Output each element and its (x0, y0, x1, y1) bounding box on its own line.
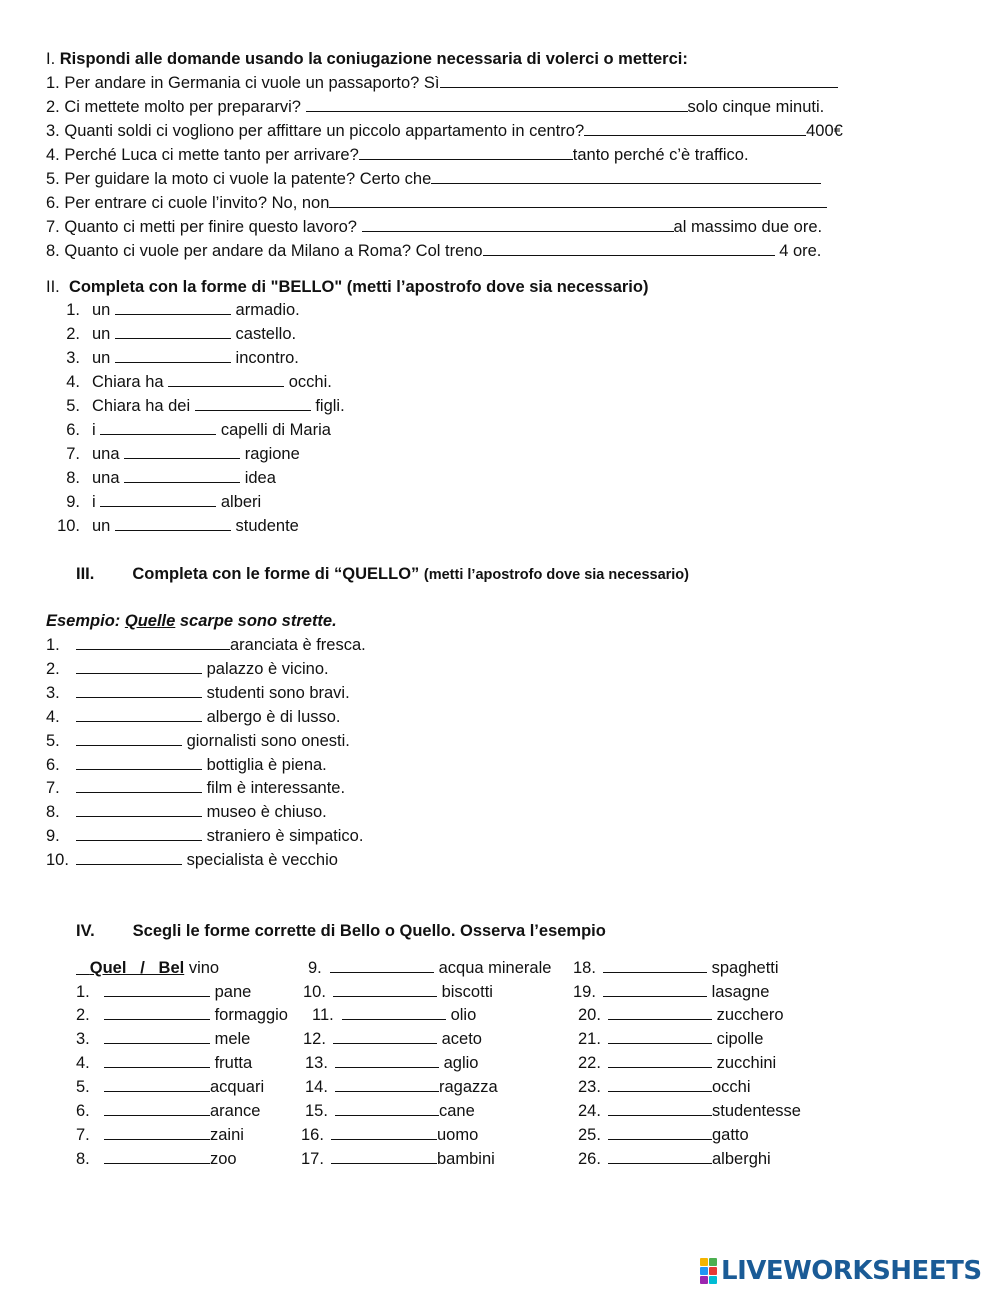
s4-item-2: 2. formaggio (76, 1006, 288, 1024)
s1-item-5: 5. Per guidare la moto ci vuole la patente? Certo che (46, 168, 821, 190)
s2-item-8: 8. una idea (66, 469, 276, 487)
s1-item-8: 8. Quanto ci vuole per andare da Milano a Roma? Col treno 4 ore. (46, 242, 822, 260)
answer-blank[interactable] (608, 1076, 712, 1092)
answer-blank[interactable] (342, 1004, 446, 1020)
s4-item-12: 12. aceto (303, 1030, 482, 1048)
s4-item-25: 25. gatto (578, 1126, 749, 1144)
answer-blank[interactable] (603, 957, 707, 973)
s4-item-14: 14. ragazza (305, 1078, 498, 1096)
s4-item-20: 20. zucchero (578, 1006, 784, 1024)
answer-blank[interactable] (335, 1052, 439, 1068)
s4-item-19: 19. lasagne (573, 983, 770, 1001)
s4-item-7: 7. zaini (76, 1126, 244, 1144)
answer-blank[interactable] (76, 825, 202, 841)
answer-blank[interactable] (76, 730, 182, 746)
answer-blank[interactable] (306, 96, 688, 112)
s4-item-16: 16. uomo (301, 1126, 479, 1144)
answer-blank[interactable] (362, 216, 674, 232)
answer-blank[interactable] (76, 634, 230, 650)
answer-blank[interactable] (104, 1100, 210, 1116)
s2-item-10: 10. un studente (57, 517, 299, 535)
s1-item-6: 6. Per entrare ci cuole l’invito? No, non (46, 192, 827, 214)
s4-item-17: 17. bambini (301, 1150, 495, 1168)
logo-square (709, 1267, 717, 1275)
s1-item-7: 7. Quanto ci metti per finire questo lavoro? al massimo due ore. (46, 218, 823, 236)
section3-example: Esempio: Quelle scarpe sono strette. (46, 612, 337, 630)
logo-square (700, 1276, 708, 1284)
answer-blank[interactable] (104, 1052, 210, 1068)
s4-item-23: 23. occhi (578, 1078, 751, 1096)
answer-blank[interactable] (76, 801, 202, 817)
answer-blank[interactable] (124, 467, 240, 483)
answer-blank[interactable] (76, 754, 202, 770)
answer-blank[interactable] (76, 682, 202, 698)
s3-item-5: 5. giornalisti sono onesti. (46, 732, 350, 750)
answer-blank[interactable] (483, 240, 775, 256)
answer-blank[interactable] (331, 1124, 437, 1140)
answer-blank[interactable] (333, 1028, 437, 1044)
s4-item-18: 18. spaghetti (573, 959, 779, 977)
answer-blank[interactable] (335, 1100, 439, 1116)
answer-blank[interactable] (608, 1124, 712, 1140)
answer-blank[interactable] (104, 1004, 210, 1020)
answer-blank[interactable] (608, 1100, 712, 1116)
answer-blank[interactable] (330, 957, 434, 973)
answer-blank[interactable] (333, 981, 437, 997)
s2-item-6: 6. i capelli di Maria (66, 421, 331, 439)
s3-item-10: 10. specialista è vecchio (46, 851, 338, 869)
answer-blank[interactable] (100, 419, 216, 435)
answer-blank[interactable] (329, 192, 827, 208)
s4-item-21: 21. cipolle (578, 1030, 764, 1048)
s3-item-2: 2. palazzo è vicino. (46, 660, 329, 678)
s4-item-26: 26. alberghi (578, 1150, 771, 1168)
s2-item-9: 9. i alberi (66, 493, 262, 511)
answer-blank[interactable] (608, 1148, 712, 1164)
s3-item-7: 7. film è interessante. (46, 779, 346, 797)
s1-item-1: 1. Per andare in Germania ci vuole un passaporto? Sì (46, 72, 838, 94)
answer-blank[interactable] (608, 1028, 712, 1044)
answer-blank[interactable] (115, 347, 231, 363)
answer-blank[interactable] (76, 777, 202, 793)
s4-item-22: 22. zucchini (578, 1054, 777, 1072)
s4-item-24: 24. studentesse (578, 1102, 801, 1120)
s3-item-9: 9. straniero è simpatico. (46, 827, 364, 845)
answer-blank[interactable] (608, 1052, 712, 1068)
s1-item-3: 3. Quanti soldi ci vogliono per affittare un piccolo appartamento in centro? 400€ (46, 122, 843, 140)
s1-item-4: 4. Perché Luca ci mette tanto per arrivare? tanto perché c’è traffico. (46, 146, 749, 164)
s2-item-7: 7. una ragione (66, 445, 300, 463)
s4-item-9: 9. acqua minerale (308, 959, 552, 977)
section1-heading: I. Rispondi alle domande usando la coniugazione necessaria di volerci o metterci: (46, 50, 688, 68)
answer-blank[interactable] (584, 120, 806, 136)
answer-blank[interactable] (603, 981, 707, 997)
section3-heading: III. Completa con le forme di “QUELLO” (metti l’apostrofo dove sia necessario) (76, 565, 689, 583)
answer-blank[interactable] (76, 658, 202, 674)
answer-blank[interactable] (104, 981, 210, 997)
answer-blank[interactable] (104, 1148, 210, 1164)
s4-item-5: 5. acquari (76, 1078, 265, 1096)
s4-item-3: 3. mele (76, 1030, 251, 1048)
s3-item-1: 1. aranciata è fresca. (46, 636, 366, 654)
s4-item-6: 6. arance (76, 1102, 261, 1120)
logo-square (700, 1258, 708, 1266)
liveworksheets-brand: LIVEWORKSHEETS (721, 1256, 982, 1286)
answer-blank[interactable] (195, 395, 311, 411)
s2-item-3: 3. un incontro. (66, 349, 299, 367)
s4-example: Quel / Bel vino (89, 959, 220, 977)
answer-blank[interactable] (124, 443, 240, 459)
section4-heading: IV. Scegli le forme corrette di Bello o Quello. Osserva l’esempio (76, 922, 606, 940)
answer-blank[interactable] (100, 491, 216, 507)
liveworksheets-logo[interactable] (700, 1258, 982, 1284)
s3-item-3: 3. studenti sono bravi. (46, 684, 350, 702)
answer-blank[interactable] (104, 1076, 210, 1092)
s2-item-4: 4. Chiara ha occhi. (66, 373, 332, 391)
s4-item-1: 1. pane (76, 983, 252, 1001)
answer-blank[interactable] (431, 168, 821, 184)
s4-item-8: 8. zoo (76, 1150, 237, 1168)
s2-item-2: 2. un castello. (66, 325, 297, 343)
s4-item-13: 13. aglio (305, 1054, 479, 1072)
logo-square (700, 1267, 708, 1275)
s4-item-10: 10. biscotti (303, 983, 493, 1001)
answer-blank[interactable] (104, 1124, 210, 1140)
answer-blank[interactable] (608, 1004, 712, 1020)
section2-heading: II. Completa con la forme di "BELLO" (metti l’apostrofo dove sia necessario) (46, 278, 649, 296)
s4-item-11: 11. olio (312, 1006, 477, 1024)
answer-blank[interactable] (115, 299, 231, 315)
s4-item-15: 15. cane (305, 1102, 475, 1120)
answer-blank[interactable] (76, 706, 202, 722)
answer-blank[interactable] (440, 72, 838, 88)
answer-blank[interactable] (76, 849, 182, 865)
answer-blank[interactable] (168, 371, 284, 387)
liveworksheets-logo-icon (700, 1258, 717, 1284)
s2-item-1: 1. un armadio. (66, 301, 300, 319)
s3-item-4: 4. albergo è di lusso. (46, 708, 341, 726)
logo-square (709, 1276, 717, 1284)
answer-blank[interactable] (359, 144, 573, 160)
s1-item-2: 2. Ci mettete molto per prepararvi? solo cinque minuti. (46, 98, 825, 116)
answer-blank[interactable] (115, 515, 231, 531)
logo-square (709, 1258, 717, 1266)
s3-item-6: 6. bottiglia è piena. (46, 756, 327, 774)
answer-blank[interactable] (331, 1148, 437, 1164)
s3-item-8: 8. museo è chiuso. (46, 803, 327, 821)
answer-blank[interactable] (335, 1076, 439, 1092)
s4-item-4: 4. frutta (76, 1054, 253, 1072)
answer-blank[interactable] (115, 323, 231, 339)
answer-blank[interactable] (104, 1028, 210, 1044)
s2-item-5: 5. Chiara ha dei figli. (66, 397, 345, 415)
